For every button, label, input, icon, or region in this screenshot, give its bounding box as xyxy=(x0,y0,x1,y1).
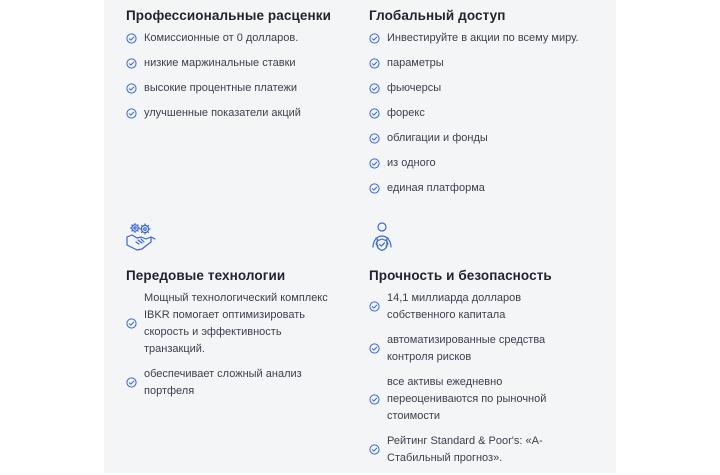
text-line: Рейтинг Standard & Poor's: «A- xyxy=(387,435,543,447)
list-item xyxy=(126,290,366,358)
check-circle-icon xyxy=(126,58,137,69)
check-circle-icon xyxy=(369,33,380,44)
check-circle-icon xyxy=(369,83,380,94)
list-item-text xyxy=(144,368,302,397)
list-item xyxy=(369,433,609,467)
section-title: Профессиональные расценки xyxy=(126,8,331,23)
list-item-text xyxy=(144,292,328,355)
text-line: автоматизированные средства xyxy=(387,334,546,346)
section-security xyxy=(369,268,609,475)
text-line: контроля рисков xyxy=(387,351,472,363)
list-item xyxy=(369,155,609,172)
feature-list xyxy=(369,290,609,467)
section-technology xyxy=(126,268,366,408)
text-line: IBKR помогает оптимизировать xyxy=(144,309,305,321)
list-item xyxy=(369,55,609,72)
person-shield-icon xyxy=(368,220,402,252)
section-global-access xyxy=(369,8,609,205)
list-item-text xyxy=(387,292,521,321)
handshake-gears-icon xyxy=(124,220,158,252)
check-circle-icon xyxy=(369,394,380,405)
check-circle-icon xyxy=(126,318,137,329)
list-item-text: облигации и фонды xyxy=(387,132,488,144)
text-line: Стабильный прогноз». xyxy=(387,452,503,464)
text-line: портфеля xyxy=(144,385,195,397)
list-item-text: улучшенные показатели акций xyxy=(144,107,301,119)
list-item xyxy=(369,374,609,425)
list-item xyxy=(126,55,366,72)
check-circle-icon xyxy=(126,108,137,119)
check-circle-icon xyxy=(369,183,380,194)
text-line: стоимости xyxy=(387,410,441,422)
feature-list xyxy=(369,30,609,197)
check-circle-icon xyxy=(126,377,137,388)
list-item-text xyxy=(387,334,545,363)
list-item-text xyxy=(387,376,546,422)
check-circle-icon xyxy=(369,108,380,119)
text-line: Мощный технологический комплекс xyxy=(144,292,328,304)
list-item xyxy=(369,290,609,324)
list-item-text: параметры xyxy=(387,57,444,69)
check-circle-icon xyxy=(369,133,380,144)
list-item-text xyxy=(387,435,543,464)
check-circle-icon xyxy=(369,301,380,312)
list-item xyxy=(369,130,609,147)
list-item-text: фьючерсы xyxy=(387,82,442,94)
list-item-text: единая платформа xyxy=(387,182,485,194)
list-item xyxy=(369,30,609,47)
text-line: скорость и эффективность xyxy=(144,326,282,338)
check-circle-icon xyxy=(369,444,380,455)
text-line: обеспечивает сложный анализ xyxy=(144,368,302,380)
section-pricing xyxy=(126,8,366,130)
list-item-text: Комиссионные от 0 долларов. xyxy=(144,32,299,44)
text-line: 14,1 миллиарда долларов xyxy=(387,292,522,304)
list-item xyxy=(126,80,366,97)
feature-list xyxy=(126,290,366,400)
check-circle-icon xyxy=(126,83,137,94)
list-item xyxy=(369,105,609,122)
list-item xyxy=(126,366,366,400)
section-title: Передовые технологии xyxy=(126,268,286,283)
list-item xyxy=(369,180,609,197)
text-line: все активы ежедневно xyxy=(387,376,503,388)
list-item xyxy=(369,80,609,97)
check-circle-icon xyxy=(369,343,380,354)
list-item-text: Инвестируйте в акции по всему миру. xyxy=(387,32,579,44)
check-circle-icon xyxy=(126,33,137,44)
list-item xyxy=(126,105,366,122)
section-title: Глобальный доступ xyxy=(369,8,506,23)
text-line: собственного капитала xyxy=(387,309,506,321)
list-item-text: низкие маржинальные ставки xyxy=(144,57,296,69)
check-circle-icon xyxy=(369,58,380,69)
list-item-text: из одного xyxy=(387,157,436,169)
list-item xyxy=(126,30,366,47)
list-item-text: форекс xyxy=(387,107,425,119)
check-circle-icon xyxy=(369,158,380,169)
section-title: Прочность и безопасность xyxy=(369,268,552,283)
text-line: переоцениваются по рыночной xyxy=(387,393,547,405)
list-item-text: высокие процентные платежи xyxy=(144,82,298,94)
feature-list xyxy=(126,30,366,122)
list-item xyxy=(369,332,609,366)
text-line: транзакций. xyxy=(144,343,205,355)
